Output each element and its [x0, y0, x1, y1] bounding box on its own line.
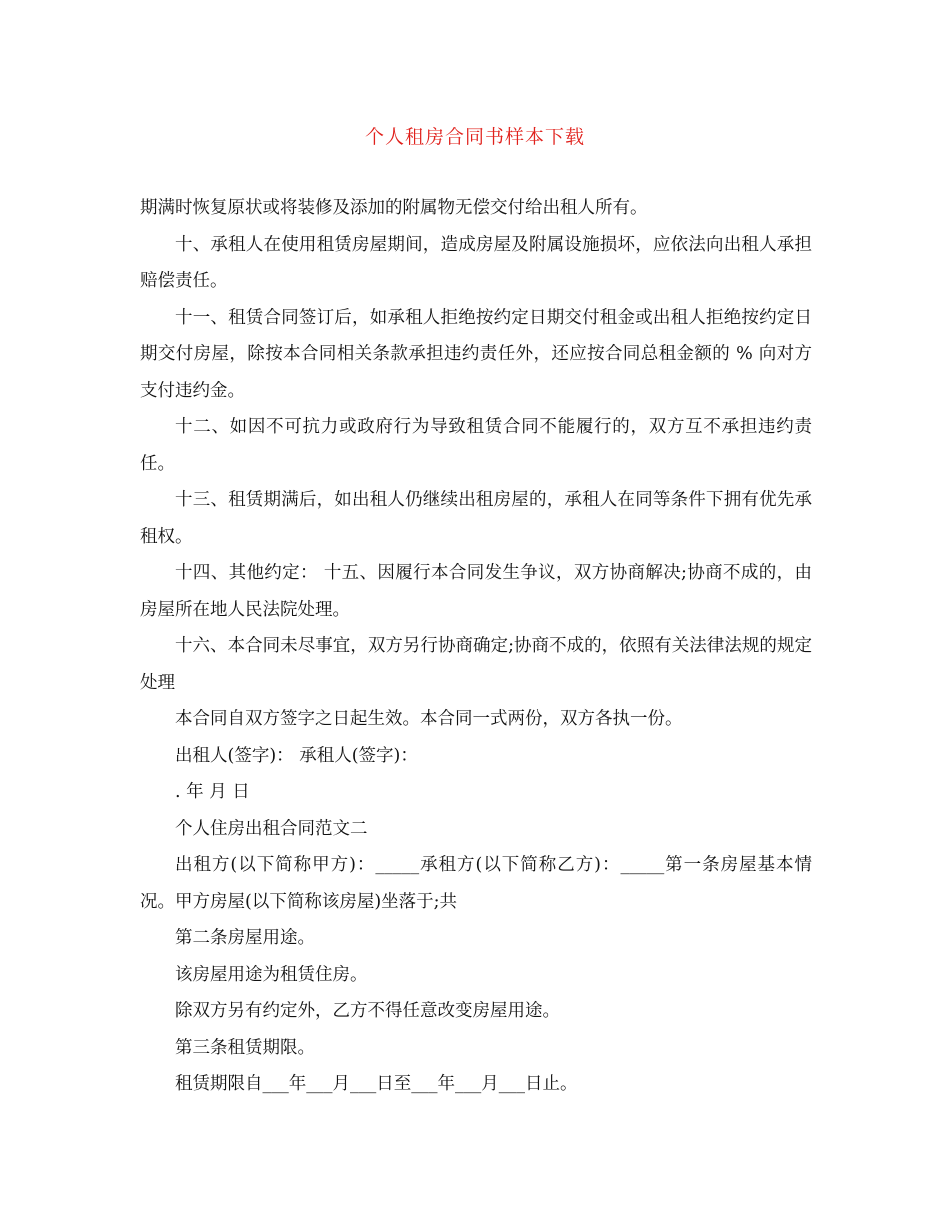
- article-3-term: 租赁期限自___年___月___日至___年___月___日止。: [175, 1074, 578, 1094]
- article-2-text: 该房屋用途为租赁住房。: [175, 964, 368, 985]
- paragraph-continuation: 期满时恢复原状或将装修及添加的附属物无偿交付给出租人所有。: [140, 198, 648, 218]
- effective-clause: 本合同自双方签字之日起生效。本合同一式两份，双方各执一份。: [175, 709, 683, 729]
- clause-16: 十六、本合同未尽事宜，双方另行协商确定;协商不成的，依照有关法律法规的规定处理: [140, 636, 812, 693]
- section-heading: 个人住房出租合同范文二: [175, 818, 368, 839]
- article-3-heading: 第三条租赁期限。: [175, 1037, 315, 1058]
- document-title: 个人租房合同书样本下载: [364, 126, 585, 148]
- parties-clause: 出租方(以下简称甲方)：_____承租方(以下简称乙方)：_____第一条房屋基本情况。甲方房屋(以下简称该房屋)坐落于;共: [140, 855, 812, 912]
- clause-14-15: 十四、其他约定： 十五、因履行本合同发生争议，双方协商解决;协商不成的，由房屋所在地人民法院处理。: [140, 563, 812, 620]
- date-line: . 年 月 日: [175, 782, 250, 802]
- clause-12: 十二、如因不可抗力或政府行为导致租赁合同不能履行的，双方互不承担违约责任。: [140, 417, 812, 474]
- article-2-restriction: 除双方另有约定外，乙方不得任意改变房屋用途。: [175, 1001, 560, 1021]
- signature-line: 出租人(签字)： 承租人(签字)：: [175, 745, 418, 766]
- clause-11: 十一、租赁合同签订后，如承租人拒绝按约定日期交付租金或出租人拒绝按约定日期交付房屋，除按本合同相关条款承担违约责任外，还应按合同总租金额的 % 向对方支付违约金。: [140, 307, 812, 401]
- document-body: [140, 190, 812, 1103]
- clause-10: 十、承租人在使用租赁房屋期间，造成房屋及附属设施损坏，应依法向出租人承担赔偿责任。: [140, 234, 812, 291]
- clause-13: 十三、租赁期满后，如出租人仍继续出租房屋的，承租人在同等条件下拥有优先承租权。: [140, 490, 812, 547]
- article-2-heading: 第二条房屋用途。: [175, 928, 315, 948]
